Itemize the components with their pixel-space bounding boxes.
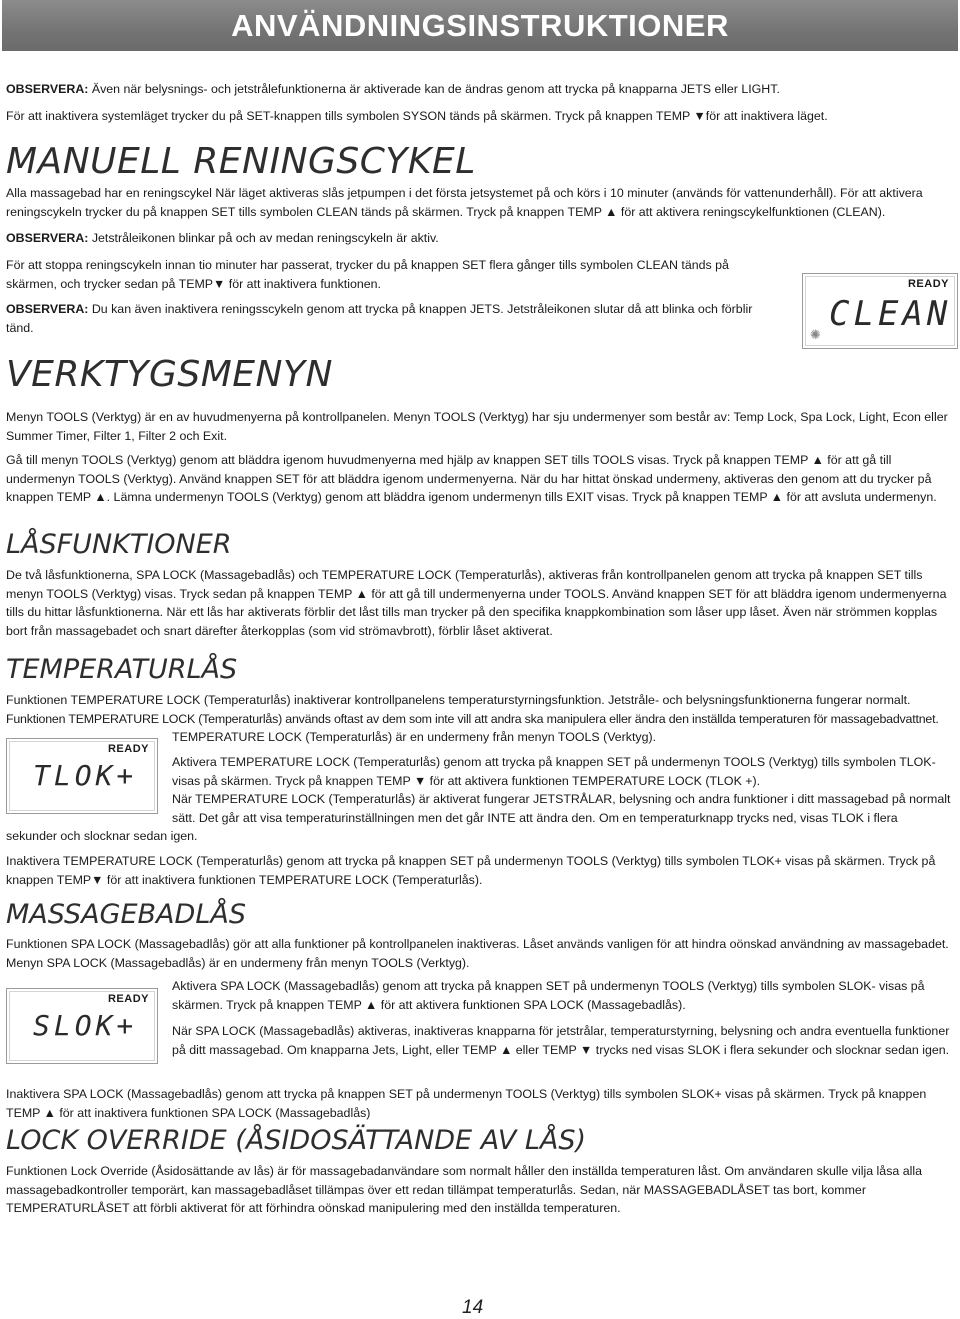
section-heading-spa-lock: MASSAGEBADLÅS — [6, 899, 246, 930]
temp-lock-behaviour: När TEMPERATURE LOCK (Temperaturlås) är aktiverat fungerar JETSTRÅLAR, belysning och andra funktioner i ditt massagebad på normalt sätt. Det går att visa temperaturinställningen men det går INTE att ändra den. Om en temperaturknapp trycks ned, visas TLOK i flera — [172, 792, 951, 825]
lock-override-paragraph: Funktionen Lock Override (Åsidosättande av lås) är för massagebadanvändare som normalt håller den inställda temperaturen låst. Om användaren skulle vilja låsa alla massagebadkontroller temporärt, kan massagebadlåset tillämpas över ett redan tillämpat temperaturlås. Sedan, när MASSAGEBADLÅSET tas bort, kommer TEMPERATURLÅSET att förbli aktiverat för att förhindra oönskad manipulering med den inställda temperaturen. — [6, 1164, 923, 1216]
note-label: OBSERVERA: — [6, 302, 89, 316]
slok-display — [6, 988, 158, 1064]
ready-indicator: READY — [107, 993, 149, 1005]
clean-display — [802, 273, 958, 349]
cleaning-paragraph: Alla massagebad har en reningscykel När läget aktiveras slås jetpumpen i det första jetsystemet på och körs i 10 minuter (används för vattenunderhåll). För att aktivera reningscykeln trycker du på knappen SET tills symbolen CLEAN tänds på skärmen. Tryck på knappen TEMP ▲ för att aktivera reningscykelfunktionen (CLEAN). — [6, 186, 923, 219]
section-heading-lock-override: LOCK OVERRIDE (ÅSIDOSÄTTANDE AV LÅS) — [6, 1125, 587, 1156]
section-heading-temp-lock: TEMPERATURLÅS — [6, 654, 238, 685]
cleaning-note — [6, 229, 956, 248]
temp-lock-line: TEMPERATURE LOCK (Temperaturlås) är en undermeny från menyn TOOLS (Verktyg). — [172, 730, 657, 744]
temp-lock-line: Funktionen TEMPERATURE LOCK (Temperaturlås) används oftast av dem som inte vill att andra ska manipulera eller ändra den inställda temperaturen för massagebadvattnet. — [6, 712, 939, 726]
note-text: Även när belysnings- och jetstrålefunktionerna är aktiverade kan de ändras genom att trycka på knapparna JETS eller LIGHT. — [88, 82, 780, 96]
page-title: ANVÄNDNINGSINSTRUKTIONER — [231, 8, 729, 43]
section-heading-cleaning: MANUELL RENINGSCYKEL — [6, 141, 476, 182]
note-text: Jetstråleikonen blinkar på och av medan reningscykeln är aktiv. — [88, 231, 439, 245]
temp-lock-activate: Aktivera TEMPERATURE LOCK (Temperaturlås) genom att trycka på knappen SET på undermenyn TOOLS (Verktyg) tills symbolen TLOK- visas på skärmen. Tryck på knappen TEMP ▼ för att aktivera funktionen TEMPERATURE LOCK (TLOK +). — [172, 755, 936, 788]
cleaning-stop-paragraph: För att stoppa reningscykeln innan tio minuter har passerat, trycker du på knappen SET flera gånger tills symbolen CLEAN tänds på skärmen, och trycker sedan på TEMP▼ för att inaktivera funktionen. — [6, 258, 729, 291]
section-heading-locks: LÅSFUNKTIONER — [6, 529, 232, 560]
jet-sun-icon: ✺ — [810, 327, 821, 342]
temp-lock-line: Funktionen TEMPERATURE LOCK (Temperaturlås) inaktiverar kontrollpanelens temperaturstyrningsfunktion. Jetstråle- och belysningsfunktionerna fungerar normalt. — [6, 693, 911, 707]
spa-lock-behaviour: När SPA LOCK (Massagebadlås) aktiveras, inaktiveras knapparna för jetstrålar, temperaturstyrning, belysning och andra eventuella funktioner på ditt massagebad. Om knapparna Jets, Light, eller TEMP ▲ eller TEMP ▼ trycks ned visas SLOK i flera sekunder och slocknar sedan igen. — [172, 1024, 950, 1057]
tools-navigation-paragraph: Gå till menyn TOOLS (Verktyg) genom att bläddra igenom huvudmenyerna med hjälp av knappen SET tills TOOLS visas. Tryck på knappen TEMP ▲ för att gå till undermenyn TOOLS (Verktyg). Använd knappen SET för att bläddra igenom undermenyerna. När du har hittat önskad undermeny, aktiveras den genom att du trycker på knappen TEMP ▲. Lämna undermenyn TOOLS (Verktyg) genom att bläddra igenom undermenyn tills EXIT visas. Tryck på knappen TEMP ▲ för att avsluta undermenyn. — [6, 453, 937, 505]
ready-indicator: READY — [107, 743, 149, 755]
intro-note — [6, 80, 956, 99]
locks-paragraph: De två låsfunktionerna, SPA LOCK (Massagebadlås) och TEMPERATURE LOCK (Temperaturlås), aktiveras från kontrollpanelen genom att trycka på knappen SET tills menyn TOOLS (Verktyg) visas. Tryck sedan på knappen TEMP ▲ för att gå till undermenyerna under TOOLS. Använd knappen SET för att bläddra igenom undermenyerna tills du hittar låsfunktionerna. När ett lås har aktiverats förblir det låst tills man trycker på den specifika knappkombination som låser upp låset. Även när strömmen kopplas bort från massagebadet och snart därefter återkopplas (som vid strömavbrott), förblir låset aktiverat. — [6, 568, 947, 638]
tools-paragraph: Menyn TOOLS (Verktyg) är en av huvudmenyerna på kontrollpanelen. Menyn TOOLS (Verktyg) har sju undermenyer som består av: Temp Lock, Spa Lock, Light, Econ eller Summer Timer, Filter 1, Filter 2 och Exit. — [6, 410, 948, 443]
page-number: 14 — [462, 1297, 484, 1318]
tlok-display — [6, 738, 158, 814]
ready-indicator: READY — [907, 278, 949, 290]
spa-lock-line: Funktionen SPA LOCK (Massagebadlås) gör att alla funktioner på kontrollpanelen inaktiveras. Låset används vanligen för att hindra oönskad användning av massagebadet. Menyn SPA LOCK (Massagebadlås) är en undermeny från menyn TOOLS (Verktyg). — [6, 937, 949, 970]
spa-lock-activate: Aktivera SPA LOCK (Massagebadlås) genom att trycka på knappen SET på undermenyn TOOLS (Verktyg) tills symbolen SLOK- visas på skärmen. Tryck på knappen TEMP ▲ för att aktivera funktionen SPA LOCK (Massagebadlås). — [172, 979, 925, 1012]
display-text: CLEAN — [829, 294, 952, 334]
note-label: OBSERVERA: — [6, 231, 89, 245]
cleaning-note-jets — [6, 300, 781, 337]
note-text: Du kan även inaktivera reningsscykeln genom att trycka på knappen JETS. Jetstråleikonen slutar då att blinka och förblir tänd. — [6, 302, 753, 335]
display-text: SLOK+ — [33, 1009, 138, 1042]
temp-lock-deactivate: Inaktivera TEMPERATURE LOCK (Temperaturlås) genom att trycka på knappen SET på undermenyn TOOLS (Verktyg) tills symbolen TLOK+ visas på skärmen. Tryck på knappen TEMP▼ för att inaktivera funktionen TEMPERATURE LOCK (Temperaturlås). — [6, 854, 936, 887]
display-text: TLOK+ — [33, 759, 138, 792]
section-heading-tools: VERKTYGSMENYN — [6, 354, 333, 395]
note-label: OBSERVERA: — [6, 82, 89, 96]
title-banner — [2, 0, 958, 51]
temp-lock-behaviour-end: sekunder och slocknar sedan igen. — [6, 829, 198, 843]
spa-lock-deactivate: Inaktivera SPA LOCK (Massagebadlås) genom att trycka på knappen SET på undermenyn TOOLS (Verktyg) tills symbolen SLOK+ visas på skärmen. Tryck på knappen TEMP ▲ för att inaktivera funktionen SPA LOCK (Massagebadlås) — [6, 1087, 927, 1120]
intro-line: För att inaktivera systemläget trycker du på SET-knappen tills symbolen SYSON tänds på skärmen. Tryck på knappen TEMP ▼för att inaktivera läget. — [6, 109, 828, 123]
